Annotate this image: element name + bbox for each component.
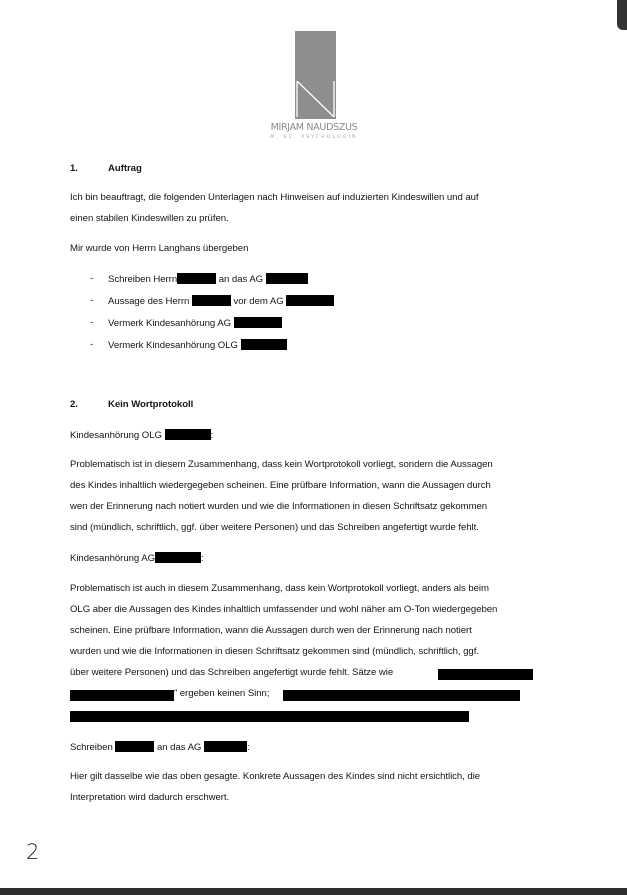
redaction-box bbox=[266, 273, 308, 284]
redaction-box bbox=[115, 741, 154, 752]
logo-subtitle: M. SC. PSYCHOLOGIN bbox=[270, 135, 358, 140]
section1-handover-text: Mir wurde von Herrn Langhans übergeben bbox=[70, 243, 249, 254]
redaction-box bbox=[204, 741, 247, 752]
list-bullet: - bbox=[90, 339, 94, 350]
olg-hearing-label: Kindesanhörung OLG : bbox=[70, 430, 214, 441]
redaction-box bbox=[192, 295, 231, 306]
redaction-box bbox=[438, 669, 533, 680]
letter-paragraph-line: Hier gilt dasselbe wie das oben gesagte. Konkrete Aussagen des Kindes sind nicht ersichtlich, die bbox=[70, 771, 481, 782]
ag-paragraph-line: OLG aber die Aussagen des Kindes inhaltlich umfassender und wohl näher am O-Ton wiedergegeben bbox=[70, 604, 498, 615]
window-corner-tab bbox=[617, 0, 627, 30]
section1-paragraph-line: Ich bin beauftragt, die folgenden Unterlagen nach Hinweisen auf induzierten Kindeswillen und auf bbox=[70, 192, 479, 203]
list-item bbox=[90, 295, 93, 306]
ag-paragraph-line: wurden und wie die Informationen in diesen Schriftsatz gekommen sind (mündlich, schriftlich, ggf. bbox=[70, 646, 479, 657]
logo-box bbox=[295, 31, 336, 119]
list-item bbox=[108, 273, 308, 285]
olg-paragraph-line: Problematisch ist in diesem Zusammenhang, dass kein Wortprotokoll vorliegt, sondern die Aussagen bbox=[70, 459, 493, 470]
ag-paragraph-line: Problematisch ist auch in diesem Zusammenhang, dass kein Wortprotokoll vorliegt, anders als beim bbox=[70, 583, 489, 594]
list-item-text: Aussage des Herrn bbox=[108, 296, 192, 307]
letter-paragraph-line: Interpretation wird dadurch erschwert. bbox=[70, 792, 230, 803]
redaction-box bbox=[155, 552, 201, 563]
ag-paragraph-line: über weitere Personen) und das Schreiben angefertigt wurde fehlt. Sätze wie bbox=[70, 667, 394, 678]
list-item bbox=[90, 317, 93, 328]
list-item bbox=[108, 295, 334, 307]
list-bullet: - bbox=[90, 295, 94, 306]
ag-paragraph-line: scheinen. Eine prüfbare Information, wann die Aussagen durch wen der Erinnerung nach notiert bbox=[70, 625, 472, 636]
list-item-text: an das AG bbox=[216, 274, 266, 285]
list-item-text: Vermerk Kindesanhörung AG bbox=[108, 318, 234, 329]
list-item-text: Schreiben Herrn bbox=[108, 274, 178, 285]
olg-paragraph-line: wen der Erinnerung nach notiert wurden und wie die Informationen in diesen Schriftsatz gekommen bbox=[70, 501, 488, 512]
redaction-box bbox=[165, 429, 211, 440]
bottom-bar bbox=[0, 888, 627, 895]
olg-paragraph-line: sind (mündlich, schriftlich, ggf. über weitere Personen) und das Schreiben angefertigt wurde fehlt. bbox=[70, 522, 479, 533]
ag-paragraph-line: ” ergeben keinen Sinn; bbox=[174, 688, 270, 699]
list-item bbox=[90, 273, 93, 284]
list-item bbox=[108, 339, 287, 351]
redaction-box bbox=[234, 317, 282, 328]
list-bullet: - bbox=[90, 317, 94, 328]
list-item bbox=[90, 339, 93, 350]
section1-number: 1. bbox=[70, 163, 78, 174]
section1-paragraph-line: einen stabilen Kindeswillen zu prüfen. bbox=[70, 213, 229, 224]
page-number: 2 bbox=[26, 840, 40, 864]
section1-title: Auftrag bbox=[108, 163, 142, 174]
letter-label: Schreiben an das AG : bbox=[70, 742, 250, 753]
redaction-box bbox=[286, 295, 334, 306]
redaction-box bbox=[70, 690, 174, 701]
redaction-box bbox=[283, 690, 520, 701]
list-item-text: Vermerk Kindesanhörung OLG bbox=[108, 340, 241, 351]
list-bullet: - bbox=[90, 273, 94, 284]
redaction-box bbox=[241, 339, 287, 350]
ag-hearing-label: Kindesanhörung AG : bbox=[70, 553, 204, 564]
redaction-box bbox=[70, 711, 469, 722]
section2-title: Kein Wortprotokoll bbox=[108, 399, 194, 410]
section2-number: 2. bbox=[70, 399, 78, 410]
list-item-text: vor dem AG bbox=[230, 296, 287, 307]
redaction-box bbox=[177, 273, 216, 284]
logo-n-icon bbox=[295, 81, 336, 117]
logo-name: MIRJAM NAUDSZUS bbox=[270, 122, 358, 133]
olg-paragraph-line: des Kindes inhaltlich wiedergegeben scheinen. Eine prüfbare Information, wann die Aussagen durch bbox=[70, 480, 491, 491]
list-item bbox=[108, 317, 282, 329]
